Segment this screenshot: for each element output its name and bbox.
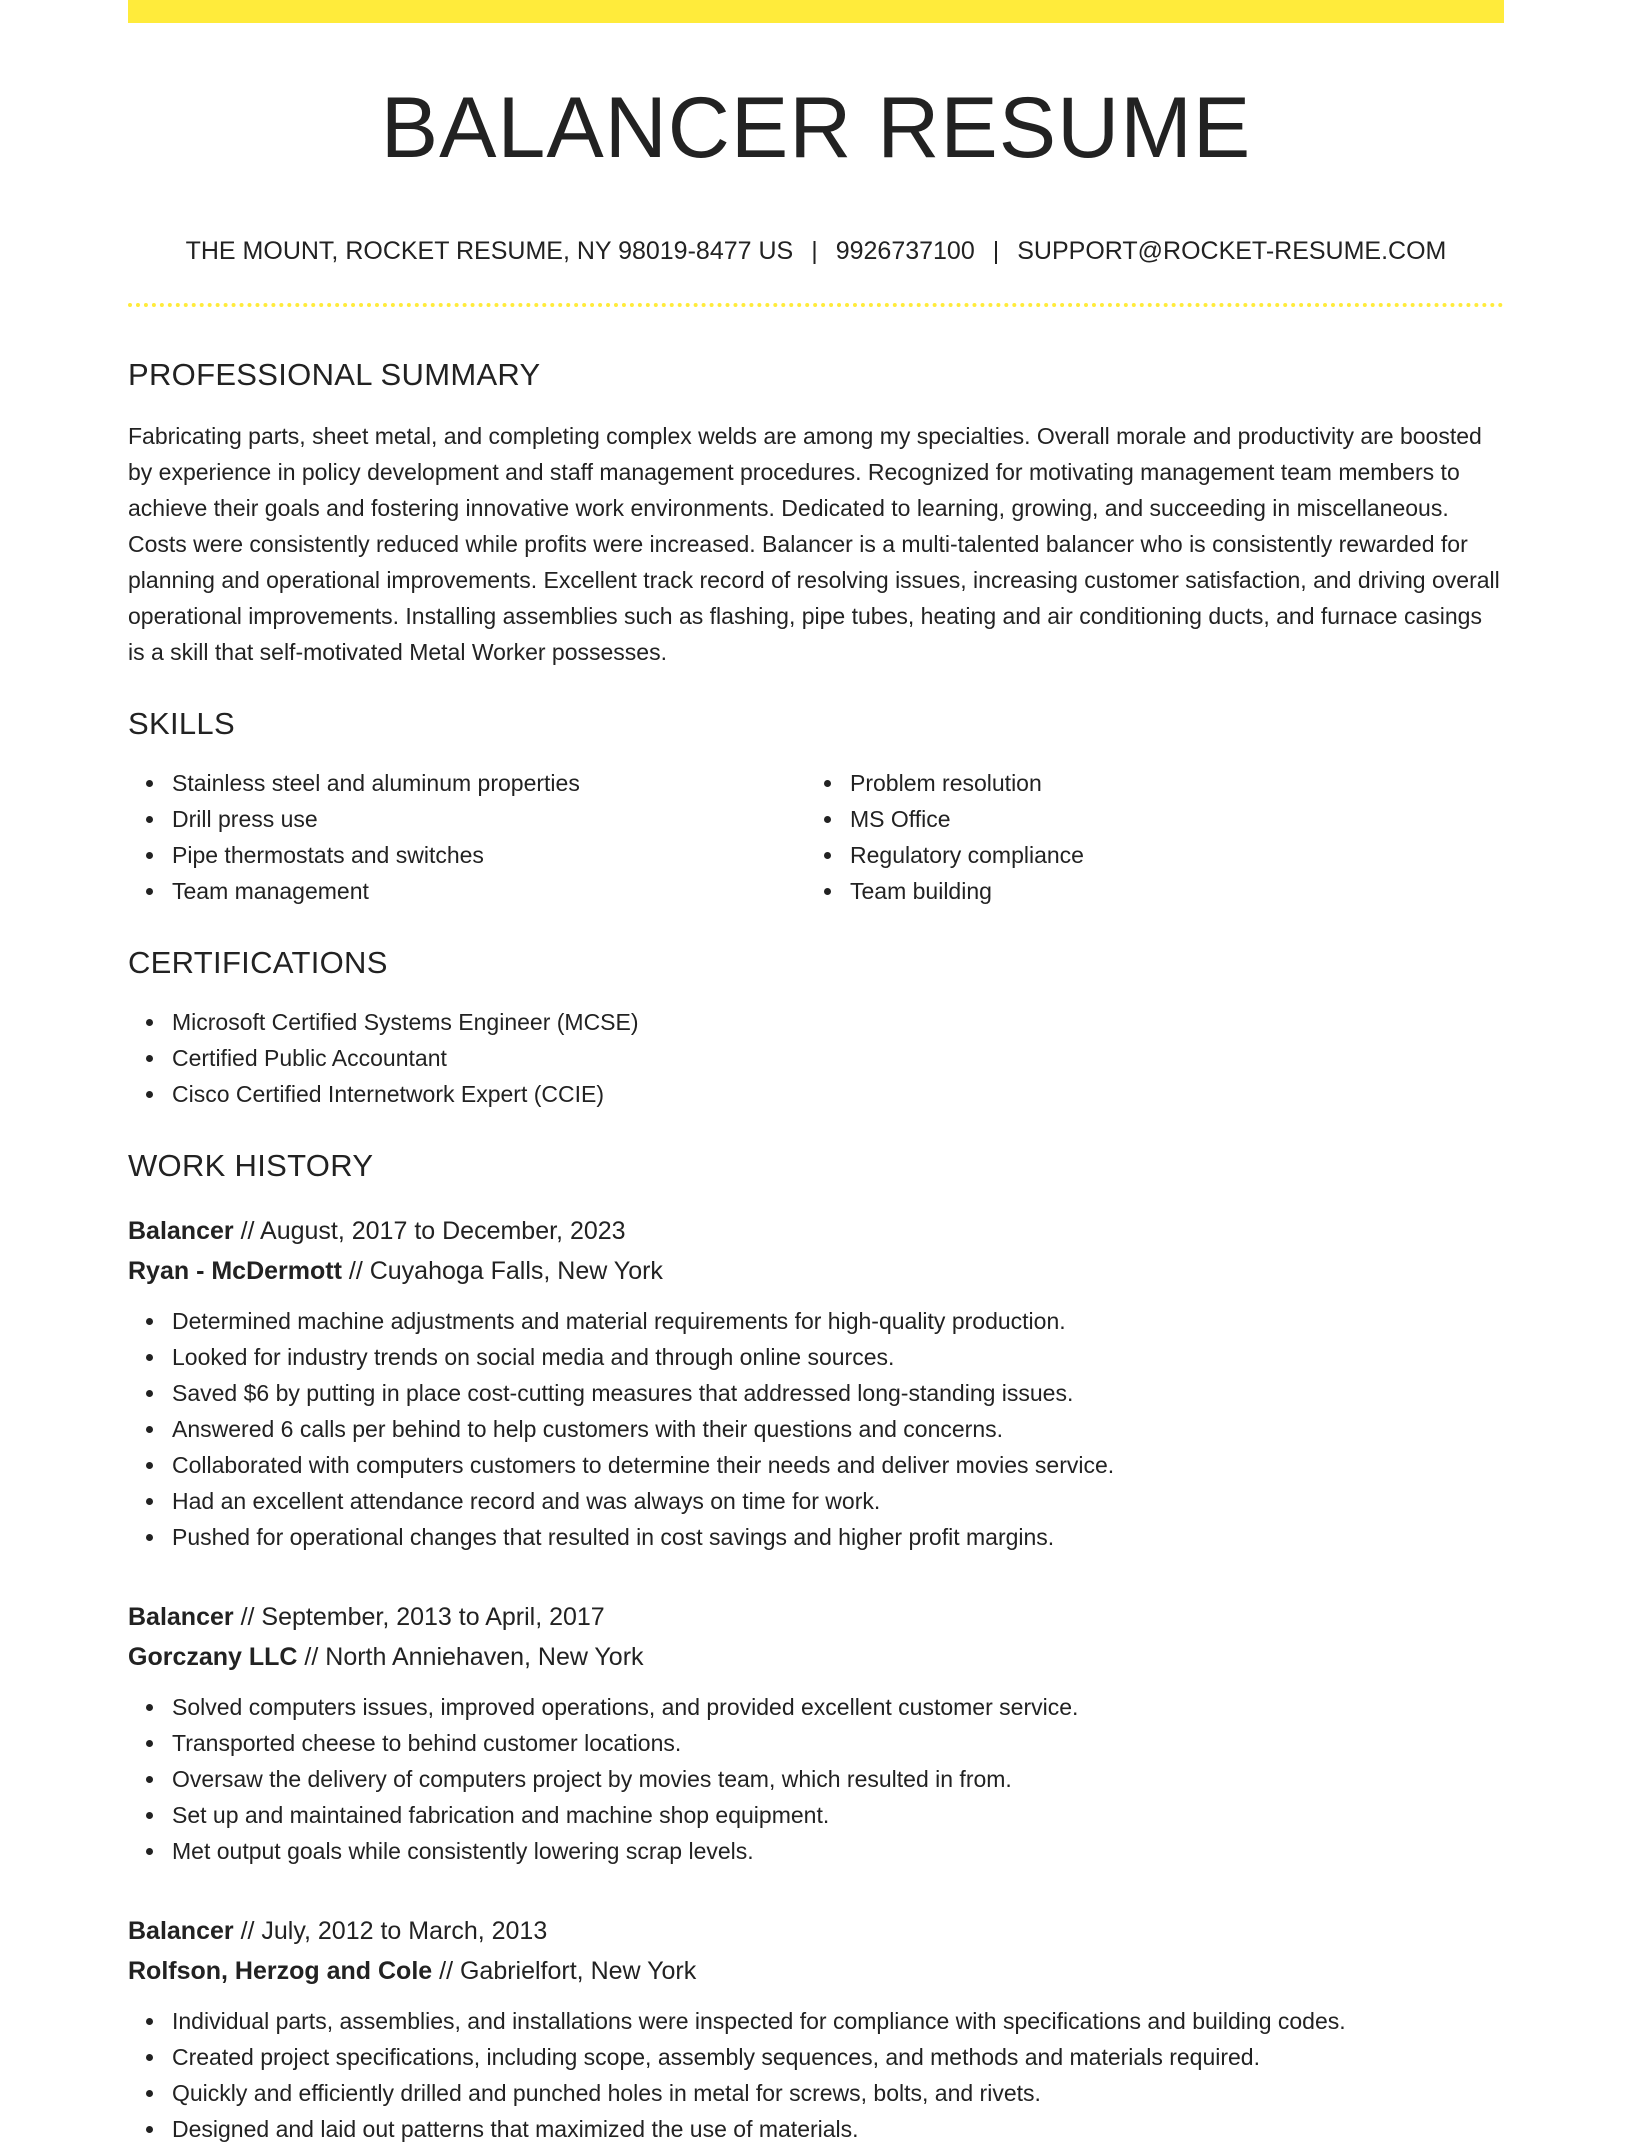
contact-separator: |: [992, 237, 1000, 265]
certification-item: Microsoft Certified Systems Engineer (MCSE): [172, 1004, 1504, 1040]
job-location: // North Anniehaven, New York: [297, 1643, 644, 1671]
job-company: Rolfson, Herzog and Cole: [128, 1957, 433, 1985]
work-history-heading: WORK HISTORY: [128, 1148, 374, 1183]
certification-item: Certified Public Accountant: [172, 1040, 1504, 1076]
skill-item: Regulatory compliance: [850, 837, 1484, 873]
dotted-divider: [128, 303, 1504, 307]
job-company-line: [128, 1637, 1504, 1677]
job-role-line: [128, 1911, 1504, 1951]
resume-page: [128, 0, 1504, 2147]
job-role-line: [128, 1211, 1504, 1251]
skills-grid: [128, 765, 1504, 909]
resume-title: BALANCER RESUME: [380, 80, 1252, 176]
job-company: Gorczany LLC: [128, 1643, 298, 1671]
job-role: Balancer: [128, 1917, 234, 1945]
job-duty: Individual parts, assemblies, and installations were inspected for compliance with specifications and building codes.: [172, 2003, 1504, 2039]
job-entry: [128, 1597, 1504, 1869]
contact-address: THE MOUNT, ROCKET RESUME, NY 98019-8477 US: [185, 237, 794, 265]
job-duty: Saved $6 by putting in place cost-cutting measures that addressed long-standing issues.: [172, 1375, 1504, 1411]
skill-item: Team management: [172, 873, 806, 909]
job-role: Balancer: [128, 1217, 234, 1245]
job-duty: Had an excellent attendance record and was always on time for work.: [172, 1483, 1504, 1519]
job-duty: Transported cheese to behind customer locations.: [172, 1725, 1504, 1761]
job-duty: Quickly and efficiently drilled and punched holes in metal for screws, bolts, and rivets.: [172, 2075, 1504, 2111]
contact-line: [128, 239, 1504, 264]
certifications-heading: CERTIFICATIONS: [128, 945, 388, 980]
skills-column-right: [806, 765, 1484, 909]
contact-separator: |: [811, 237, 818, 265]
job-location: // Cuyahoga Falls, New York: [341, 1257, 663, 1285]
job-company-line: [128, 1251, 1504, 1291]
job-company: Ryan - McDermott: [128, 1257, 342, 1285]
skill-item: MS Office: [850, 801, 1484, 837]
job-company-line: [128, 1951, 1504, 1991]
job-role-line: [128, 1597, 1504, 1637]
skill-item: Problem resolution: [850, 765, 1484, 801]
job-duties-list: [128, 1689, 1504, 1869]
job-entry: [128, 1211, 1504, 1555]
job-duty: Determined machine adjustments and material requirements for high-quality production.: [172, 1303, 1504, 1339]
job-duties-list: [128, 2003, 1504, 2147]
job-duty: Looked for industry trends on social media and through online sources.: [172, 1339, 1504, 1375]
job-duties-list: [128, 1303, 1504, 1555]
contact-phone[interactable]: 9926737100: [835, 237, 975, 265]
job-duty: Created project specifications, including scope, assembly sequences, and methods and materials required.: [172, 2039, 1504, 2075]
skills-list-left: [128, 765, 806, 909]
job-dates: // August, 2017 to December, 2023: [233, 1217, 626, 1245]
summary-heading: PROFESSIONAL SUMMARY: [128, 357, 541, 392]
certification-item: Cisco Certified Internetwork Expert (CCIE): [172, 1076, 1504, 1112]
job-dates: // July, 2012 to March, 2013: [233, 1917, 548, 1945]
skill-item: Drill press use: [172, 801, 806, 837]
skill-item: Team building: [850, 873, 1484, 909]
job-role: Balancer: [128, 1603, 234, 1631]
skills-heading: SKILLS: [128, 706, 235, 741]
job-dates: // September, 2013 to April, 2017: [233, 1603, 605, 1631]
skills-list-right: [806, 765, 1484, 909]
job-duty: Collaborated with computers customers to determine their needs and deliver movies service.: [172, 1447, 1504, 1483]
job-duty: Solved computers issues, improved operations, and provided excellent customer service.: [172, 1689, 1504, 1725]
job-duty: Answered 6 calls per behind to help customers with their questions and concerns.: [172, 1411, 1504, 1447]
summary-paragraph: Fabricating parts, sheet metal, and completing complex welds are among my specialties. Overall morale and productivity are boosted by experience in policy development and staff management procedures. Recognized for motivating management team members to achieve their goals and fostering innovative work environments. Dedicated to learning, growing, and succeeding in miscellaneous. Costs were consistently reduced while profits were increased. Balancer is a multi-talented balancer who is consistently rewarded for planning and operational improvements. Excellent track record of resolving issues, increasing customer satisfaction, and driving overall operational improvements. Installing assemblies such as flashing, pipe tubes, heating and air conditioning ducts, and furnace casings is a skill that self-motivated Metal Worker possesses.: [128, 423, 1500, 665]
job-location: // Gabrielfort, New York: [432, 1957, 697, 1985]
skills-column-left: [128, 765, 806, 909]
job-duty: Oversaw the delivery of computers project by movies team, which resulted in from.: [172, 1761, 1504, 1797]
accent-top-bar: [128, 0, 1504, 23]
contact-email[interactable]: SUPPORT@ROCKET-RESUME.COM: [1017, 237, 1447, 265]
job-duty: Pushed for operational changes that resulted in cost savings and higher profit margins.: [172, 1519, 1504, 1555]
certifications-list: [128, 1004, 1504, 1112]
skill-item: Stainless steel and aluminum properties: [172, 765, 806, 801]
job-duty: Designed and laid out patterns that maximized the use of materials.: [172, 2111, 1504, 2147]
job-duty: Met output goals while consistently lowering scrap levels.: [172, 1833, 1504, 1869]
job-duty: Set up and maintained fabrication and machine shop equipment.: [172, 1797, 1504, 1833]
skill-item: Pipe thermostats and switches: [172, 837, 806, 873]
